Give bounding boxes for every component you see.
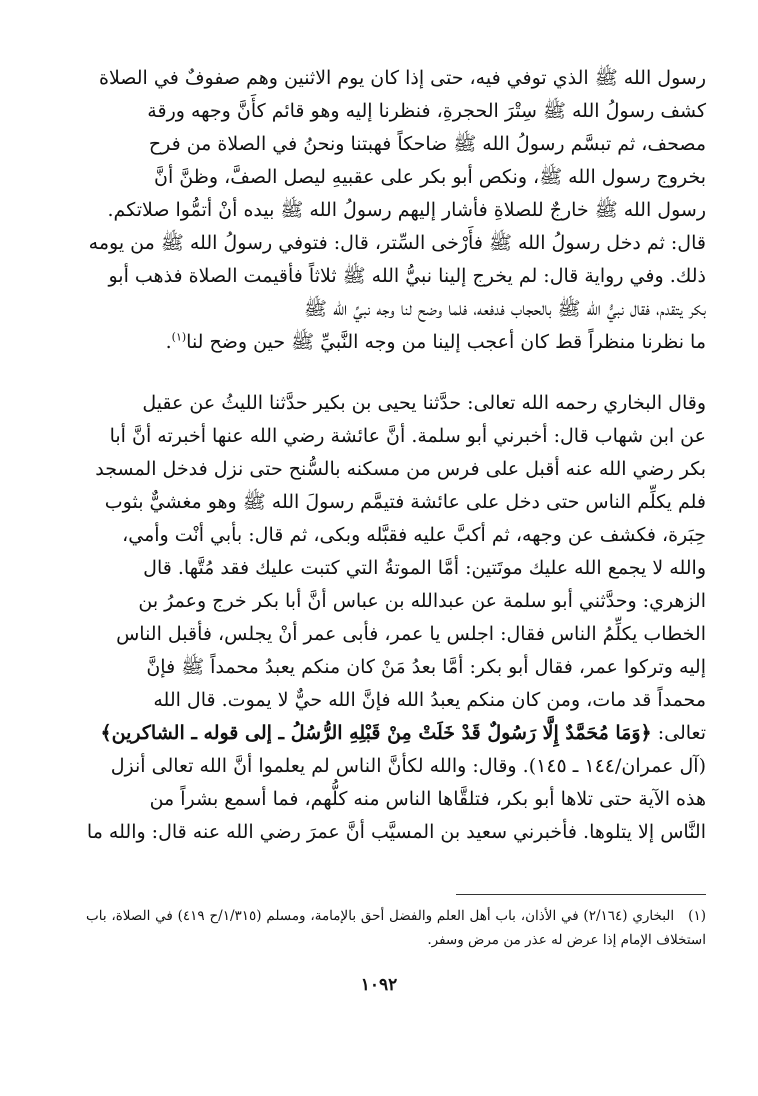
text-line: كشف رسولُ الله ﷺ سِتْرَ الحجرةِ، فنظرنا إليه وهو قائم كأَنَّ وجهه ورقة <box>147 100 706 122</box>
quran-verse: ﴿وَمَا مُحَمَّدٌ إِلَّا رَسُولٌ قَدْ خَلَتْ مِنْ قَبْلِهِ الرُّسُلُ ـ إلى قوله ـ الشاكرين﴾ <box>100 722 652 744</box>
verse-intro: تعالى: <box>657 722 706 744</box>
text-fragment: ما نظرنا منظراً قط كان أعجب إلينا من وجه النَّبيِّ ﷺ حين وضح لنا <box>186 331 706 353</box>
footnote-reference: (١) <box>171 330 187 344</box>
text-line: ذلك. وفي رواية قال: لم يخرج إلينا نبيُّ الله ﷺ ثلاثاً فأقيمت الصلاة فذهب أبو <box>108 265 706 287</box>
text-line: النَّاس إلا يتلوها. فأخبرني سعيد بن المسيَّب أنَّ عمرَ رضي الله عنه قال: والله ما <box>86 821 706 843</box>
page-number: ١٠٩٢ <box>360 975 398 995</box>
paragraph-hadith-muslim <box>86 62 706 359</box>
text-line: والله لا يجمع الله عليك موتَتين: أمَّا الموتةُ التي كتبت عليك فقد مُتَّها. قال <box>143 557 706 579</box>
verse-line <box>86 717 706 750</box>
text-line: الزهري: وحدَّثني أبو سلمة عن عبدالله بن عباس أنَّ أبا بكر خرج وعمرُ بن <box>138 590 706 612</box>
text-line: هذه الآية حتى تلاها أبو بكر، فتلقَّاها الناس منه كلُّهم، فما أسمع بشراً من <box>149 788 706 810</box>
text-line: بكر رضي الله عنه أقبل على فرس من مسكنه بالسُّنح حتى نزل فدخل المسجد <box>95 458 706 480</box>
text-line: عن ابن شهاب قال: أخبرني أبو سلمة. أنَّ عائشة رضي الله عنها أخبرته أنَّ أبا <box>109 425 706 447</box>
page-body <box>86 62 706 849</box>
footnotes <box>86 904 706 952</box>
text-line: قال: ثم دخل رسولُ الله ﷺ فأَرْخى السِّتر، قال: فتوفي رسولُ الله ﷺ من يومه <box>88 232 706 254</box>
text-line-last <box>86 326 706 359</box>
text-line: بكر يتقدم، فقال نبيُّ الله ﷺ بالحجاب فدفعه، فلما وضح لنا وجه نبيِّ الله ﷺ <box>303 298 706 320</box>
text-line: الخطاب يكلِّمُ الناس فقال: اجلس يا عمر، فأبى عمر أنْ يجلس، فأقبل الناس <box>116 623 706 645</box>
text-line: بخروج رسول الله ﷺ، ونكص أبو بكر على عقبيهِ ليصل الصفَّ، وظنَّ أنَّ <box>154 166 706 188</box>
text-line: (آل عمران/١٤٤ ـ ١٤٥). وقال: والله لكأنَّ الناس لم يعلموا أنَّ الله تعالى أنزل <box>110 755 706 777</box>
text-line: رسول الله ﷺ الذي توفي فيه، حتى إذا كان يوم الاثنين وهم صفوفٌ في الصلاة <box>98 67 706 89</box>
text-line: مصحف، ثم تبسَّم رسولُ الله ﷺ ضاحكاً فهبتنا ونحنُ في الصلاة من فرح <box>148 133 706 155</box>
text-line: إليه وتركوا عمر، فقال أبو بكر: أمَّا بعدُ مَنْ كان منكم يعبدُ محمداً ﷺ فإنَّ <box>146 656 706 678</box>
punctuation: . <box>165 331 172 353</box>
footnote-divider <box>456 894 706 895</box>
text-line: محمداً قد مات، ومن كان منكم يعبدُ الله فإنَّ الله حيٌّ لا يموت. قال الله <box>153 689 706 711</box>
footnote-text: البخاري (٢/١٦٤) في الأذان، باب أهل العلم والفضل أحق بالإمامة، ومسلم (١/٣١٥/ح ٤١٩) في الصلاة، باب استخلاف الإمام إذا عرض له عذر من مرض وسفر. <box>86 908 706 948</box>
text-line: رسول الله ﷺ خارجٌ للصلاةِ فأشار إليهم رسولُ الله ﷺ بيده أنْ أتمُّوا صلاتكم. <box>107 199 706 221</box>
footnote-number: (١) <box>688 908 706 924</box>
text-line: حِبَرة، فكشف عن وجهه، ثم أكبَّ عليه فقبَّله وبكى، ثم قال: بأبي أنْت وأمي، <box>122 524 706 546</box>
text-line: وقال البخاري رحمه الله تعالى: حدَّثنا يحيى بن بكير حدَّثنا الليثُ عن عقيل <box>142 392 706 414</box>
paragraph-hadith-bukhari <box>86 387 706 849</box>
text-line: فلم يكلِّم الناس حتى دخل على عائشة فتيمَّم رسولَ الله ﷺ وهو مغشيٌّ بثوب <box>104 491 706 513</box>
